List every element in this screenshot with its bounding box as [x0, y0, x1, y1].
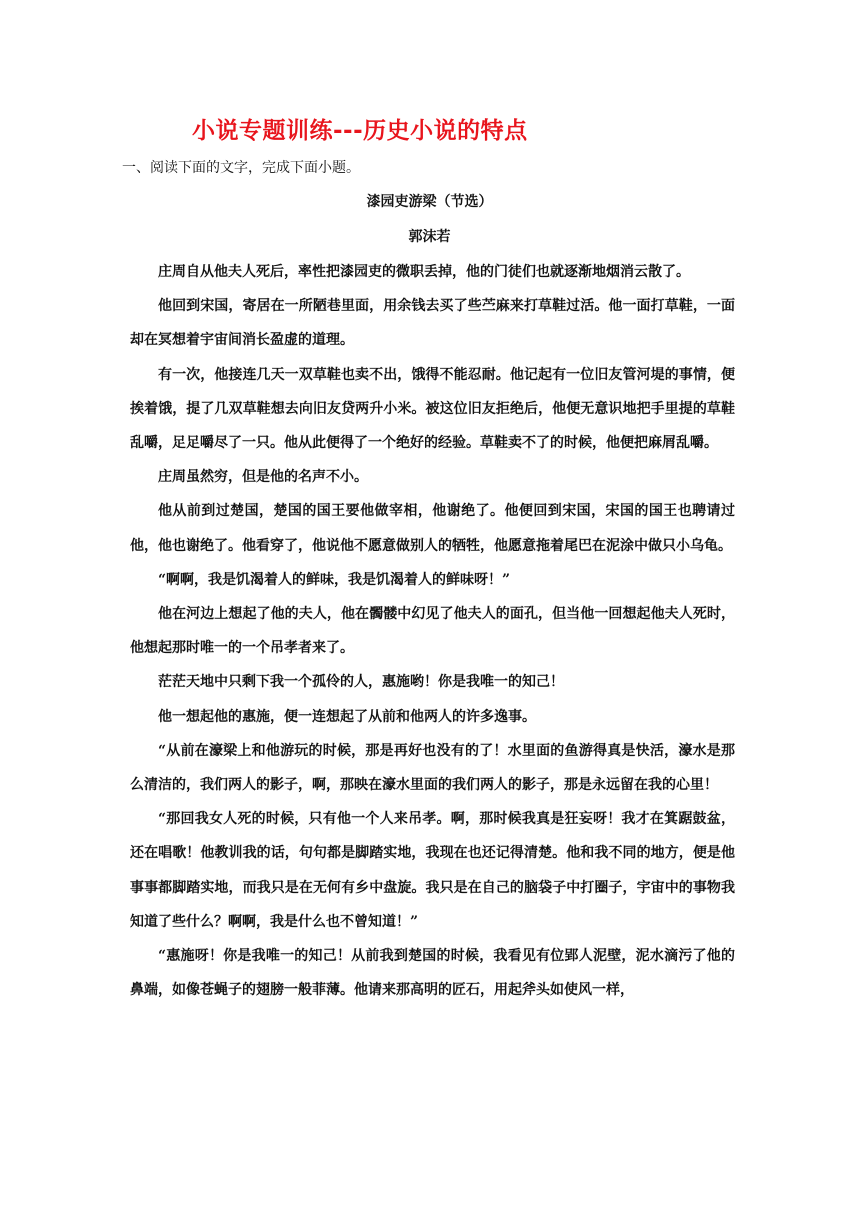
paragraph: 他从前到过楚国，楚国的国王要他做宰相，他谢绝了。他便回到宋国，宋国的国王也聘请过他，他也谢绝了。他看穿了，他说他不愿意做别人的牺牲，他愿意拖着尾巴在泥涂中做只小乌龟。 — [130, 503, 735, 554]
paragraph: “从前在濠梁上和他游玩的时候，那是再好也没有的了！水里面的鱼游得真是快活，濠水是那么清洁的，我们两人的影子，啊，那映在濠水里面的我们两人的影子，那是永远留在我的心里！ — [130, 742, 735, 794]
paragraph: “那回我女人死的时候，只有他一个人来吊孝。啊，那时候我真是狂妄呀！我才在箕踞鼓盆，还在唱歌！他教训我的话，句句都是脚踏实地，我现在也还记得清楚。他和我不同的地方，便是他事事都脚踏实地，而我只是在无何有乡中盘旋。我只是在自己的脑袋子中打圈子，宇宙中的事物我知道了些什么？啊啊，我是什么也不曾知道！” — [130, 811, 735, 930]
paragraph: “惠施呀！你是我唯一的知己！从前我到楚国的时候，我看见有位郢人泥壁，泥水滴污了他的鼻端，如像苍蝇子的翅膀一般菲薄。他请来那高明的匠石，用起斧头如使风一样， — [130, 948, 735, 999]
paragraph: 他在河边上想起了他的夫人，他在髑髅中幻见了他夫人的面孔，但当他一回想起他夫人死时，他想起那时唯一的一个吊孝者来了。 — [130, 606, 735, 657]
paragraph: 他回到宋国，寄居在一所陋巷里面，用余钱去买了些苎麻来打草鞋过活。他一面打草鞋，一面却在冥想着宇宙间消长盈虚的道理。 — [130, 298, 735, 349]
paragraph: 庄周虽然穷，但是他的名声不小。 — [158, 469, 368, 486]
paragraph: 庄周自从他夫人死后，率性把漆园吏的微职丢掉，他的门徒们也就逐渐地烟消云散了。 — [158, 264, 690, 280]
paragraph: “啊啊，我是饥渴着人的鲜味，我是饥渴着人的鲜味呀！” — [158, 571, 511, 588]
passage-title: 漆园吏游梁（节选） — [366, 194, 493, 210]
paragraph: 茫茫天地中只剩下我一个孤伶的人，惠施哟！你是我唯一的知己！ — [158, 674, 564, 691]
paragraph: 有一次，他接连几天一双草鞋也卖不出，饿得不能忍耐。他记起有一位旧友管河堤的事情，便挨着饿，提了几双草鞋想去向旧友贷两升小米。被这位旧友拒绝后，他便无意识地把手里提的草鞋乱嚼，足足嚼尽了一只。他从此便得了一个绝好的经验。草鞋卖不了的时候，他便把麻屑乱嚼。 — [130, 366, 735, 452]
document-title: 小说专题训练---历史小说的特点 — [192, 118, 528, 144]
paragraph: 他一想起他的惠施，便一连想起了从前和他两人的许多逸事。 — [158, 708, 536, 725]
question-prompt: 一、阅读下面的文字，完成下面小题。 — [122, 160, 360, 176]
passage-author: 郭沫若 — [408, 229, 451, 245]
passage-body — [130, 255, 735, 1007]
